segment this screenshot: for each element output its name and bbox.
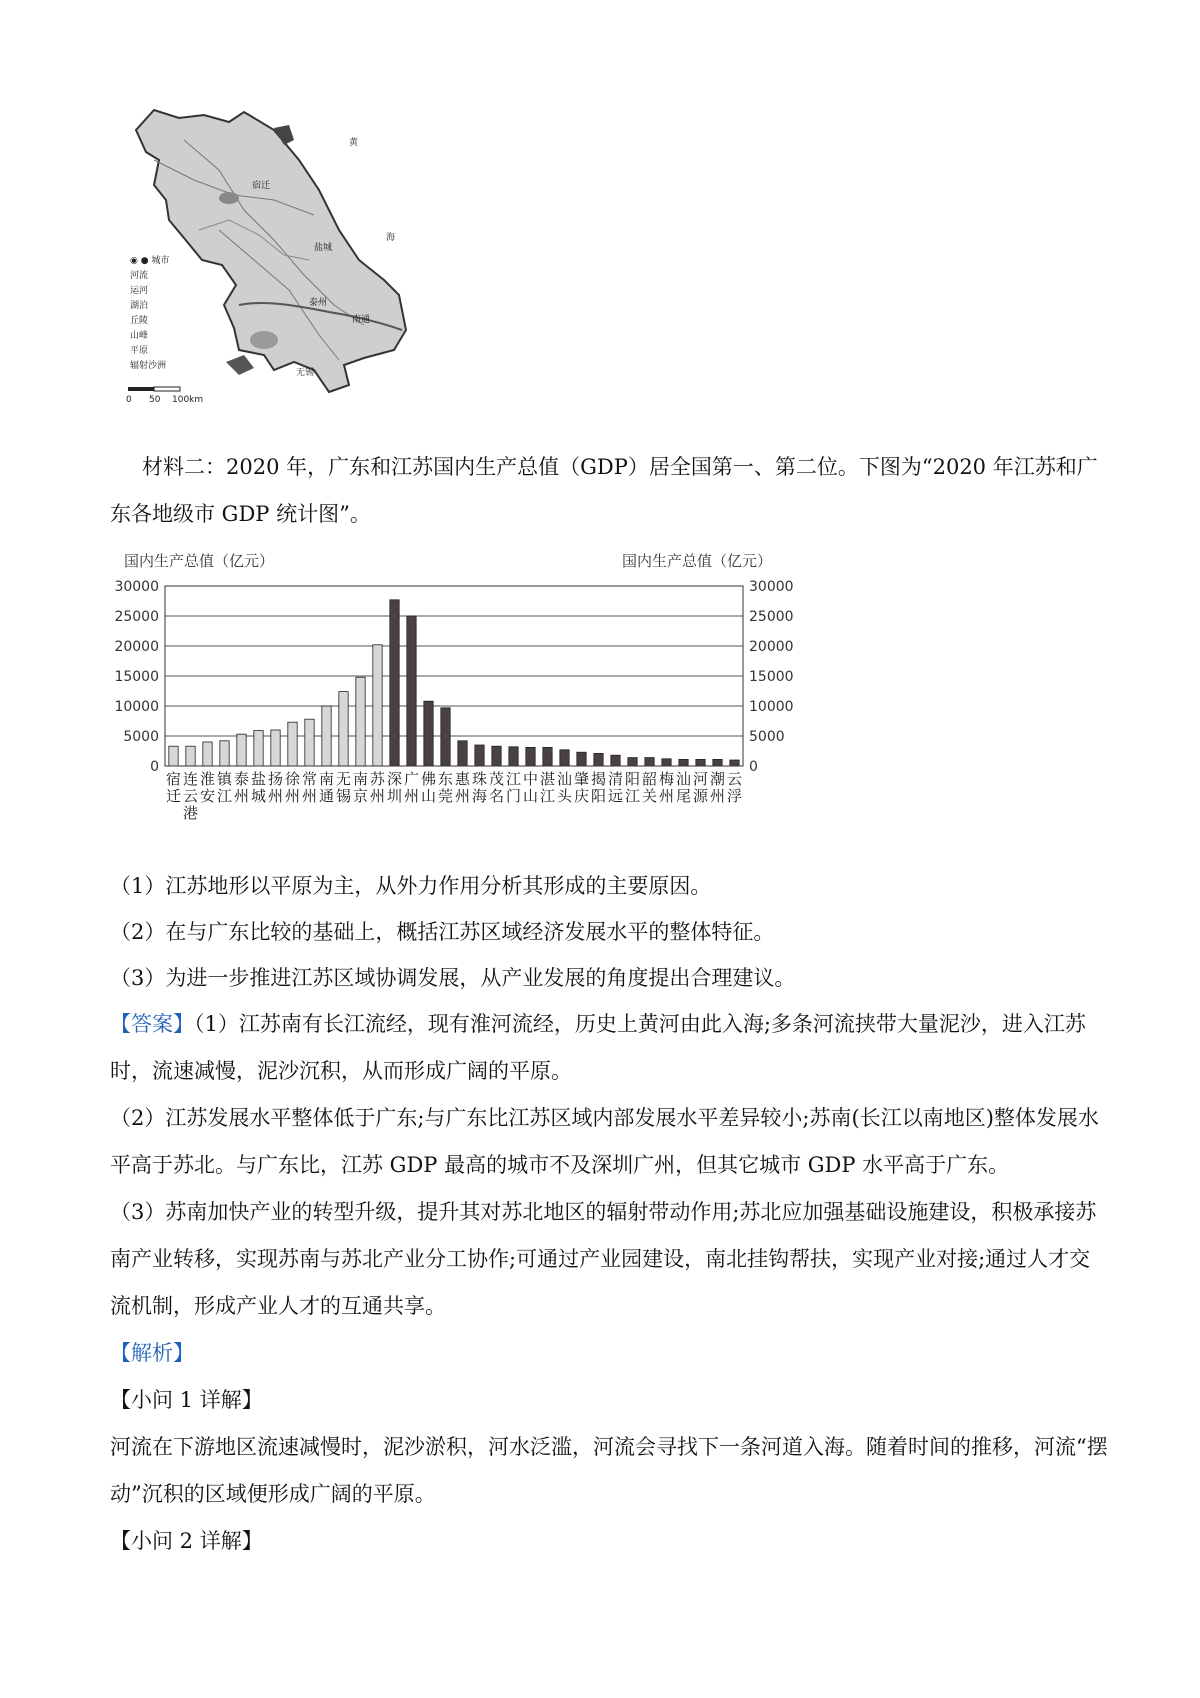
legend-canal: 运河	[130, 286, 149, 296]
category-label: 广州	[403, 770, 420, 805]
material2-line2: 东各地级市 GDP 统计图”。	[110, 502, 371, 526]
bar-佛山	[424, 701, 433, 766]
bar-珠海	[475, 745, 484, 766]
right-tick-label: 30000	[749, 579, 794, 595]
scale-0: 0	[126, 395, 132, 405]
bar-惠州	[458, 741, 467, 766]
category-label: 梅州	[658, 770, 675, 805]
map-label-hai: 海	[386, 233, 396, 243]
category-label: 常州	[301, 770, 318, 805]
category-label: 潮州	[709, 770, 726, 805]
category-label: 佛山	[420, 770, 437, 805]
category-label: 清远	[607, 770, 624, 805]
right-tick-label: 15000	[749, 669, 794, 685]
map-label-taizhou: 泰州	[309, 298, 328, 308]
bar-连云港	[186, 746, 195, 766]
right-tick-labels	[749, 579, 794, 775]
category-label: 徐州	[284, 770, 301, 805]
category-label: 盐城	[250, 770, 267, 805]
bar-肇庆	[577, 752, 586, 766]
gdp-bar-chart	[110, 548, 860, 848]
bar-扬州	[271, 730, 280, 766]
category-label: 宿迁	[165, 770, 182, 805]
bar-南通	[322, 706, 331, 766]
bar-湛江	[543, 747, 552, 766]
right-tick-label: 25000	[749, 609, 794, 625]
map-label-nantong: 南通	[352, 315, 371, 325]
category-label: 珠海	[471, 770, 488, 805]
category-label: 苏州	[369, 770, 386, 805]
bar-汕头	[560, 750, 569, 766]
scale-100: 100km	[172, 395, 204, 405]
bar-深圳	[390, 600, 399, 766]
left-tick-label: 10000	[114, 699, 159, 715]
chart-bars	[169, 600, 739, 766]
bar-徐州	[288, 722, 297, 766]
y-axis-label-right: 国内生产总值（亿元）	[622, 552, 773, 570]
category-label: 中山	[522, 770, 539, 805]
analysis-q1-line1: 河流在下游地区流速减慢时，泥沙淤积，河水泛滥，河流会寻找下一条河道入海。随着时间的推移，河流“摆	[110, 1435, 1108, 1459]
bar-韶关	[645, 758, 654, 766]
analysis-q1-line2: 动”沉积的区域便形成广阔的平原。	[110, 1482, 436, 1506]
bar-江门	[509, 747, 518, 766]
category-label: 茂名	[488, 770, 505, 805]
left-tick-label: 0	[150, 759, 159, 775]
bar-南京	[356, 677, 365, 766]
bar-茂名	[492, 746, 501, 766]
bar-汕尾	[679, 759, 688, 766]
jiangsu-map	[124, 100, 454, 425]
answer-3-line1: （3）苏南加快产业的转型升级，提升其对苏北地区的辐射带动作用;苏北应加强基础设施建设，积极承接苏	[110, 1200, 1097, 1224]
bar-揭阳	[594, 753, 603, 766]
answer-1-line1: （1）江苏南有长江流经，现有淮河流经，历史上黄河由此入海;多条河流挟带大量泥沙，进入江苏	[194, 1012, 1086, 1036]
bar-广州	[407, 616, 416, 766]
category-label: 淮安	[199, 770, 216, 805]
y-axis-label-left: 国内生产总值（亿元）	[124, 552, 275, 570]
category-label: 镇江	[216, 770, 233, 805]
answer-2-line2: 平高于苏北。与广东比，江苏 GDP 最高的城市不及深圳广州，但其它城市 GDP 水平高于广东。	[110, 1153, 1010, 1177]
legend-sandbar: 辐射沙洲	[130, 361, 167, 371]
legend-plain: 平原	[130, 346, 149, 356]
bar-梅州	[662, 759, 671, 766]
answer-tag: 【答案】	[110, 1012, 194, 1036]
analysis-q2-heading: 【小问 2 详解】	[110, 1529, 263, 1553]
bar-阳江	[628, 758, 637, 766]
category-label: 无锡	[335, 770, 352, 805]
legend-city: ◉ ● 城市	[130, 256, 170, 266]
left-tick-label: 25000	[114, 609, 159, 625]
legend-river: 河流	[130, 271, 149, 281]
category-label: 云浮	[726, 770, 743, 805]
bar-淮安	[203, 742, 212, 766]
category-label: 湛江	[539, 770, 556, 805]
question-1: （1）江苏地形以平原为主，从外力作用分析其形成的主要原因。	[110, 874, 712, 898]
left-tick-label: 30000	[114, 579, 159, 595]
scale-50: 50	[149, 395, 161, 405]
category-label: 深圳	[386, 770, 403, 805]
category-label: 韶关	[641, 770, 658, 805]
legend-lake: 湖泊	[130, 301, 149, 311]
category-label: 汕尾	[675, 770, 692, 805]
question-2: （2）在与广东比较的基础上，概括江苏区域经济发展水平的整体特征。	[110, 920, 775, 944]
category-label: 扬州	[267, 770, 284, 805]
category-label: 连云港	[182, 770, 199, 822]
left-tick-labels	[114, 579, 159, 775]
category-label: 南通	[318, 770, 335, 805]
right-tick-label: 5000	[749, 729, 785, 745]
right-tick-label: 0	[749, 759, 758, 775]
category-label: 肇庆	[573, 770, 590, 805]
bar-泰州	[237, 734, 246, 766]
category-label: 揭阳	[590, 770, 607, 805]
chart-grid	[165, 586, 743, 766]
map-label-suqian: 宿迁	[252, 181, 271, 191]
bar-清远	[611, 755, 620, 766]
bar-常州	[305, 719, 314, 766]
category-label: 江门	[505, 770, 522, 805]
category-label: 泰州	[233, 770, 250, 805]
legend-hills: 丘陵	[130, 316, 149, 326]
bar-云浮	[730, 760, 739, 766]
bar-潮州	[713, 759, 722, 766]
map-label-yancheng: 盐城	[314, 243, 333, 253]
left-tick-label: 5000	[123, 729, 159, 745]
answer-3-line3: 流机制，形成产业人才的互通共享。	[110, 1294, 446, 1318]
question-3: （3）为进一步推进江苏区域协调发展，从产业发展的角度提出合理建议。	[110, 966, 796, 990]
answer-2-line1: （2）江苏发展水平整体低于广东;与广东比江苏区域内部发展水平差异较小;苏南(长江以南地区)整体发展水	[110, 1106, 1099, 1130]
bar-中山	[526, 747, 535, 766]
bar-无锡	[339, 692, 348, 766]
bar-苏州	[373, 645, 382, 766]
left-tick-label: 15000	[114, 669, 159, 685]
map-label-wuxi: 无锡	[296, 368, 315, 378]
category-label: 惠州	[454, 770, 471, 805]
left-tick-label: 20000	[114, 639, 159, 655]
map-label-huang: 黄	[349, 138, 359, 148]
right-tick-label: 10000	[749, 699, 794, 715]
category-labels	[166, 770, 742, 822]
answer-1-line2: 时，流速减慢，泥沙沉积，从而形成广阔的平原。	[110, 1059, 572, 1083]
answer-line-1	[110, 1002, 1086, 1047]
category-label: 东莞	[437, 770, 454, 805]
right-tick-label: 20000	[749, 639, 794, 655]
bar-镇江	[220, 741, 229, 766]
category-label: 阳江	[624, 770, 641, 805]
legend-peak: 山峰	[130, 331, 149, 341]
answer-3-line2: 南产业转移，实现苏南与苏北产业分工协作;可通过产业园建设，南北挂钩帮扶，实现产业对接;通过人才交	[110, 1247, 1091, 1271]
bar-宿迁	[169, 746, 178, 766]
material2-line1: 材料二：2020 年，广东和江苏国内生产总值（GDP）居全国第一、第二位。下图为“2020 年江苏和广	[142, 455, 1098, 479]
bar-河源	[696, 759, 705, 766]
analysis-tag: 【解析】	[110, 1341, 194, 1365]
category-label: 河源	[692, 770, 709, 805]
category-label: 汕头	[556, 770, 573, 805]
category-label: 南京	[352, 770, 369, 805]
analysis-q1-heading: 【小问 1 详解】	[110, 1388, 263, 1412]
bar-东莞	[441, 708, 450, 766]
bar-盐城	[254, 731, 263, 766]
